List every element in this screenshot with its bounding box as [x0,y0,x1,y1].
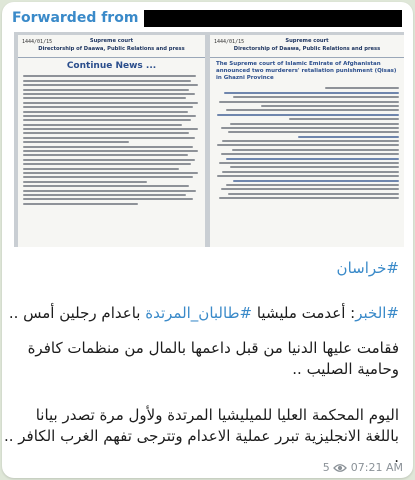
text-line [261,105,399,107]
text-line [23,84,198,86]
message-text: باللغة الانجليزية تبرر عملية الاعدام وتترجى تفهم الغرب الكافر .. [3,427,399,445]
page-date: 1444/01/15 [22,39,53,45]
text-line [221,153,399,155]
text-line [325,87,399,89]
text-line [23,102,198,104]
text-line [23,141,129,143]
forwarded-header[interactable] [12,8,402,28]
document-image[interactable] [14,32,404,247]
text-line [228,131,399,133]
text-line [23,132,189,134]
text-line [222,171,399,173]
message-paragraph-3 [3,405,399,468]
text-line [23,194,186,196]
text-line [23,119,191,121]
text-line [289,118,399,120]
document-page-right [210,35,404,247]
text-line [298,136,399,138]
text-line [222,140,399,142]
text-line [23,97,186,99]
view-count: 5 [322,461,330,474]
text-line [23,89,189,91]
text-line [233,180,399,182]
text-line [23,172,198,174]
text-line [228,193,399,195]
text-line [23,146,193,148]
text-line [23,159,195,161]
text-line [23,106,193,108]
text-line [226,184,399,186]
message-meta [323,461,403,474]
text-line [23,185,189,187]
page-date: 1444/01/15 [214,39,245,45]
text-line [217,114,399,116]
text-line [23,115,196,117]
text-line [23,168,179,170]
message-text: وحامية الصليب .. [292,360,399,378]
text-line [23,190,196,192]
text-line [221,188,399,190]
text-line [230,166,399,168]
text-line [217,144,399,146]
document-page-left [18,35,205,247]
text-line [224,92,399,94]
page-heading: Continue News ... [66,61,157,71]
text-line [23,75,196,77]
message-text: : أعدمت مليشيا [252,304,356,322]
page-header [210,35,404,58]
redacted-source [144,10,402,27]
text-line [23,128,198,130]
text-line [219,101,399,103]
text-line [23,176,193,178]
text-line [23,137,195,139]
text-line [23,203,138,205]
message-text: اليوم المحكمة العليا للميليشيا المرتدة ولأول مرة تصدر بيانا [35,406,399,424]
text-line [226,109,399,111]
page-text-block [18,72,205,208]
text-line [23,163,191,165]
message-text: فقامت عليها الدنيا من قبل داعمها بالمال من منظمات كافرة [27,339,399,357]
text-line [219,162,399,164]
text-line [219,197,399,199]
court-name: Supreme court [285,38,329,44]
text-line [23,154,188,156]
text-line [226,158,399,160]
text-line [217,175,399,177]
directorship-name: Directorship of Daawa, Public Relations and press [38,46,185,52]
text-line [23,124,182,126]
message-text: باعدام رجلين أمس .. [8,304,146,322]
hashtag-link[interactable]: #طالبان_المرتدة [145,304,253,322]
court-name: Supreme court [89,38,134,44]
page-heading: The Supreme court of Islamic Emirate of Afghanistan announced two murderers' retaliation punishment (Qisas) in Ghazni Province [216,61,397,81]
message-text: . [394,448,399,466]
hashtag-link[interactable]: #الخبر [355,304,399,322]
message-time: 07:21 AM [350,461,403,474]
text-line [23,111,188,113]
forwarded-label[interactable]: Forwarded from [12,10,139,26]
message-paragraph-2 [16,338,399,380]
message-bubble[interactable] [2,2,413,478]
page-header [18,35,205,58]
text-line [23,181,147,183]
text-line [23,150,198,152]
hashtag-paragraph [16,258,399,279]
directorship-name: Directorship of Daawa, Public Relations and press [233,46,381,52]
hashtag-link[interactable]: #خراسان [336,259,399,277]
text-line [232,149,399,151]
text-line [230,123,399,125]
text-line [233,96,399,98]
text-line [23,198,193,200]
message-paragraph-1 [8,303,399,324]
text-line [221,127,399,129]
eye-icon [333,463,347,473]
text-line [23,93,195,95]
page-text-block [210,84,404,203]
text-line [23,80,191,82]
